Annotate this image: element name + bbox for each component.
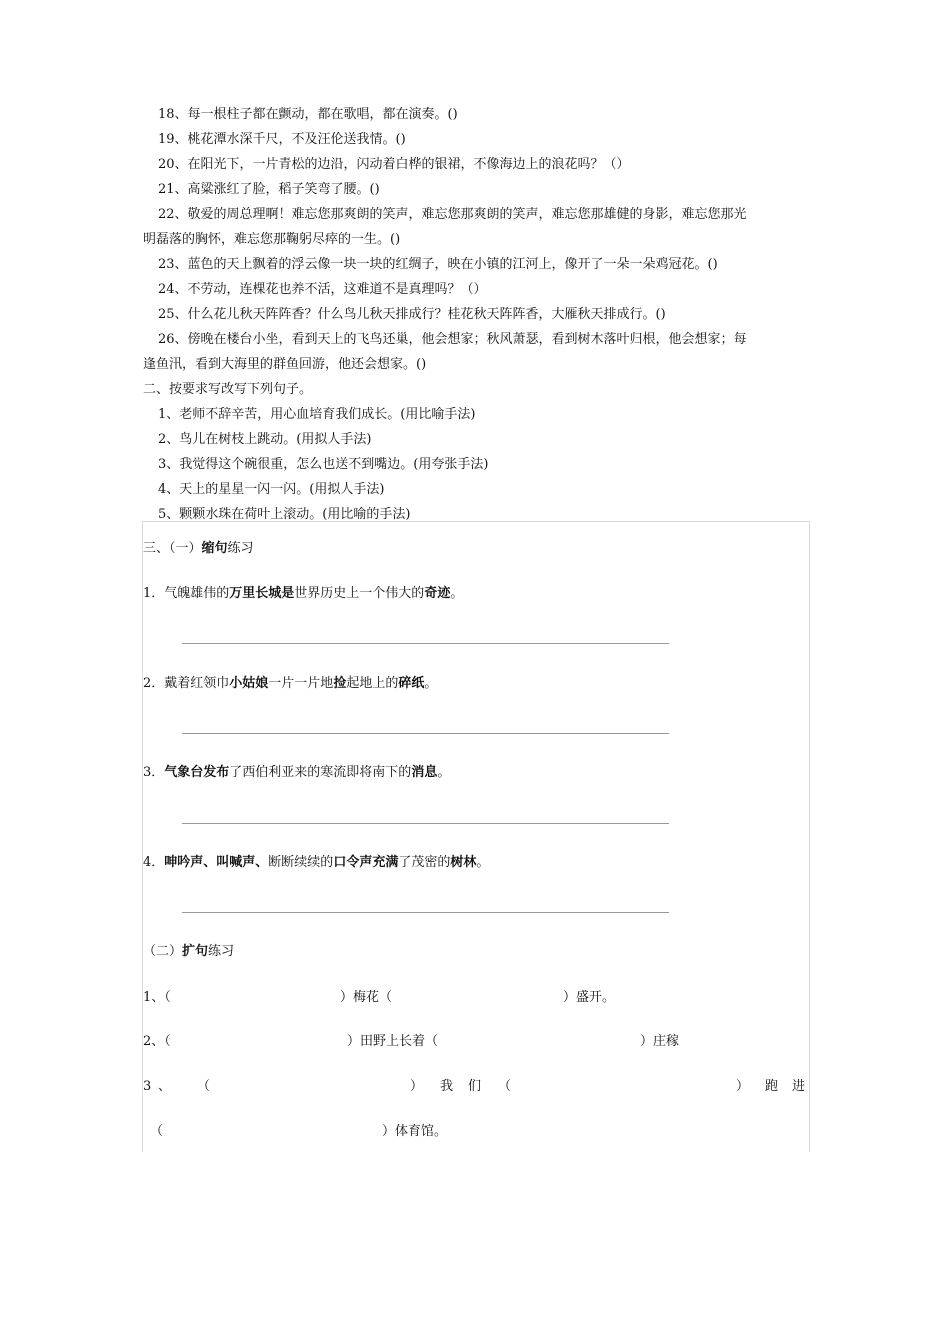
expand-item-2-b: ）田野上长着（ <box>347 1034 439 1049</box>
question-21: 21、高粱涨红了脸，稻子笑弯了腰。() <box>158 182 380 197</box>
section-3-heading: 三、（一）缩句练习 <box>143 541 254 556</box>
expand-item-3-open1: （ <box>197 1079 211 1094</box>
section-3-frame <box>142 521 810 1152</box>
answer-line-4[interactable] <box>182 912 669 913</box>
question-18: 18、每一根柱子都在颤动，都在歌唱，都在演奏。() <box>158 107 458 122</box>
question-22-line1: 22、敬爱的周总理啊！难忘您那爽朗的笑声，难忘您那爽朗的笑声，难忘您那雄健的身影，难忘您那光 <box>158 207 747 222</box>
shorten-sentence-2: 2．戴着红领巾小姑娘一片一片地捡起地上的碎纸。 <box>143 676 438 691</box>
shorten-sentence-4: 4．呻吟声、叫喊声、断断续续的口令声充满了茂密的树林。 <box>143 855 490 870</box>
question-22-line2: 明磊落的胸怀，难忘您那鞠躬尽瘁的一生。() <box>143 232 401 247</box>
expand-item-3b-b: ）体育馆。 <box>382 1124 448 1139</box>
expand-item-3-wo: 我 <box>440 1079 454 1094</box>
question-26-line2: 逢鱼汛，看到大海里的群鱼回游，他还会想家。() <box>143 357 427 372</box>
rewrite-item-1: 1、老师不辞辛苦，用心血培育我们成长。(用比喻手法) <box>158 407 476 422</box>
expand-item-3-close1: ） <box>410 1079 424 1094</box>
expand-item-2-c: ）庄稼 <box>640 1034 680 1049</box>
expand-item-1-c: ）盛开。 <box>563 990 616 1005</box>
question-24: 24、不劳动，连棵花也养不活，这难道不是真理吗？（） <box>158 282 487 297</box>
question-23: 23、蓝色的天上飘着的浮云像一块一块的红绸子，映在小镇的江河上，像开了一朵一朵鸡冠花。() <box>158 257 718 272</box>
expand-item-3-men: 们 <box>468 1079 482 1094</box>
question-26-line1: 26、傍晚在楼台小坐，看到天上的飞鸟还巢，他会想家；秋风萧瑟，看到树木落叶归根，他会想家；每 <box>158 332 747 347</box>
rewrite-item-5: 5、颗颗水珠在荷叶上滚动。(用比喻的手法) <box>158 507 411 522</box>
expand-item-3-sep: 、 <box>158 1079 172 1094</box>
question-20: 20、在阳光下，一片青松的边沿，闪动着白桦的银裙，不像海边上的浪花吗？（） <box>158 157 630 172</box>
expand-subheading: （二）扩句练习 <box>143 944 235 959</box>
answer-line-3[interactable] <box>182 823 669 824</box>
expand-item-2-a: 2、（ <box>143 1034 171 1049</box>
expand-item-1-b: ）梅花（ <box>340 990 393 1005</box>
expand-item-3-num: 3 <box>143 1079 152 1094</box>
question-19: 19、桃花潭水深千尺，不及汪伦送我情。() <box>158 132 406 147</box>
rewrite-item-2: 2、鸟儿在树枝上跳动。(用拟人手法) <box>158 432 372 447</box>
rewrite-item-4: 4、天上的星星一闪一闪。(用拟人手法) <box>158 482 385 497</box>
question-25: 25、什么花儿秋天阵阵香？什么鸟儿秋天排成行？桂花秋天阵阵香，大雁秋天排成行。() <box>158 307 666 322</box>
expand-item-1-a: 1、（ <box>143 990 171 1005</box>
expand-item-3-pao: 跑 <box>765 1079 779 1094</box>
expand-item-3b-a: （ <box>150 1124 164 1139</box>
shorten-sentence-3: 3．气象台发布了西伯利亚来的寒流即将南下的消息。 <box>143 765 451 780</box>
shorten-sentence-1: 1．气魄雄伟的万里长城是世界历史上一个伟大的奇迹。 <box>143 586 464 601</box>
answer-line-1[interactable] <box>182 643 669 644</box>
expand-item-3-close2: ） <box>736 1079 750 1094</box>
rewrite-item-3: 3、我觉得这个碗很重，怎么也送不到嘴边。(用夸张手法) <box>158 457 489 472</box>
section-2-heading: 二、按要求写改写下列句子。 <box>143 382 313 397</box>
expand-item-3-open2: （ <box>498 1079 512 1094</box>
answer-line-2[interactable] <box>182 733 669 734</box>
expand-item-3-jin: 进 <box>792 1079 806 1094</box>
